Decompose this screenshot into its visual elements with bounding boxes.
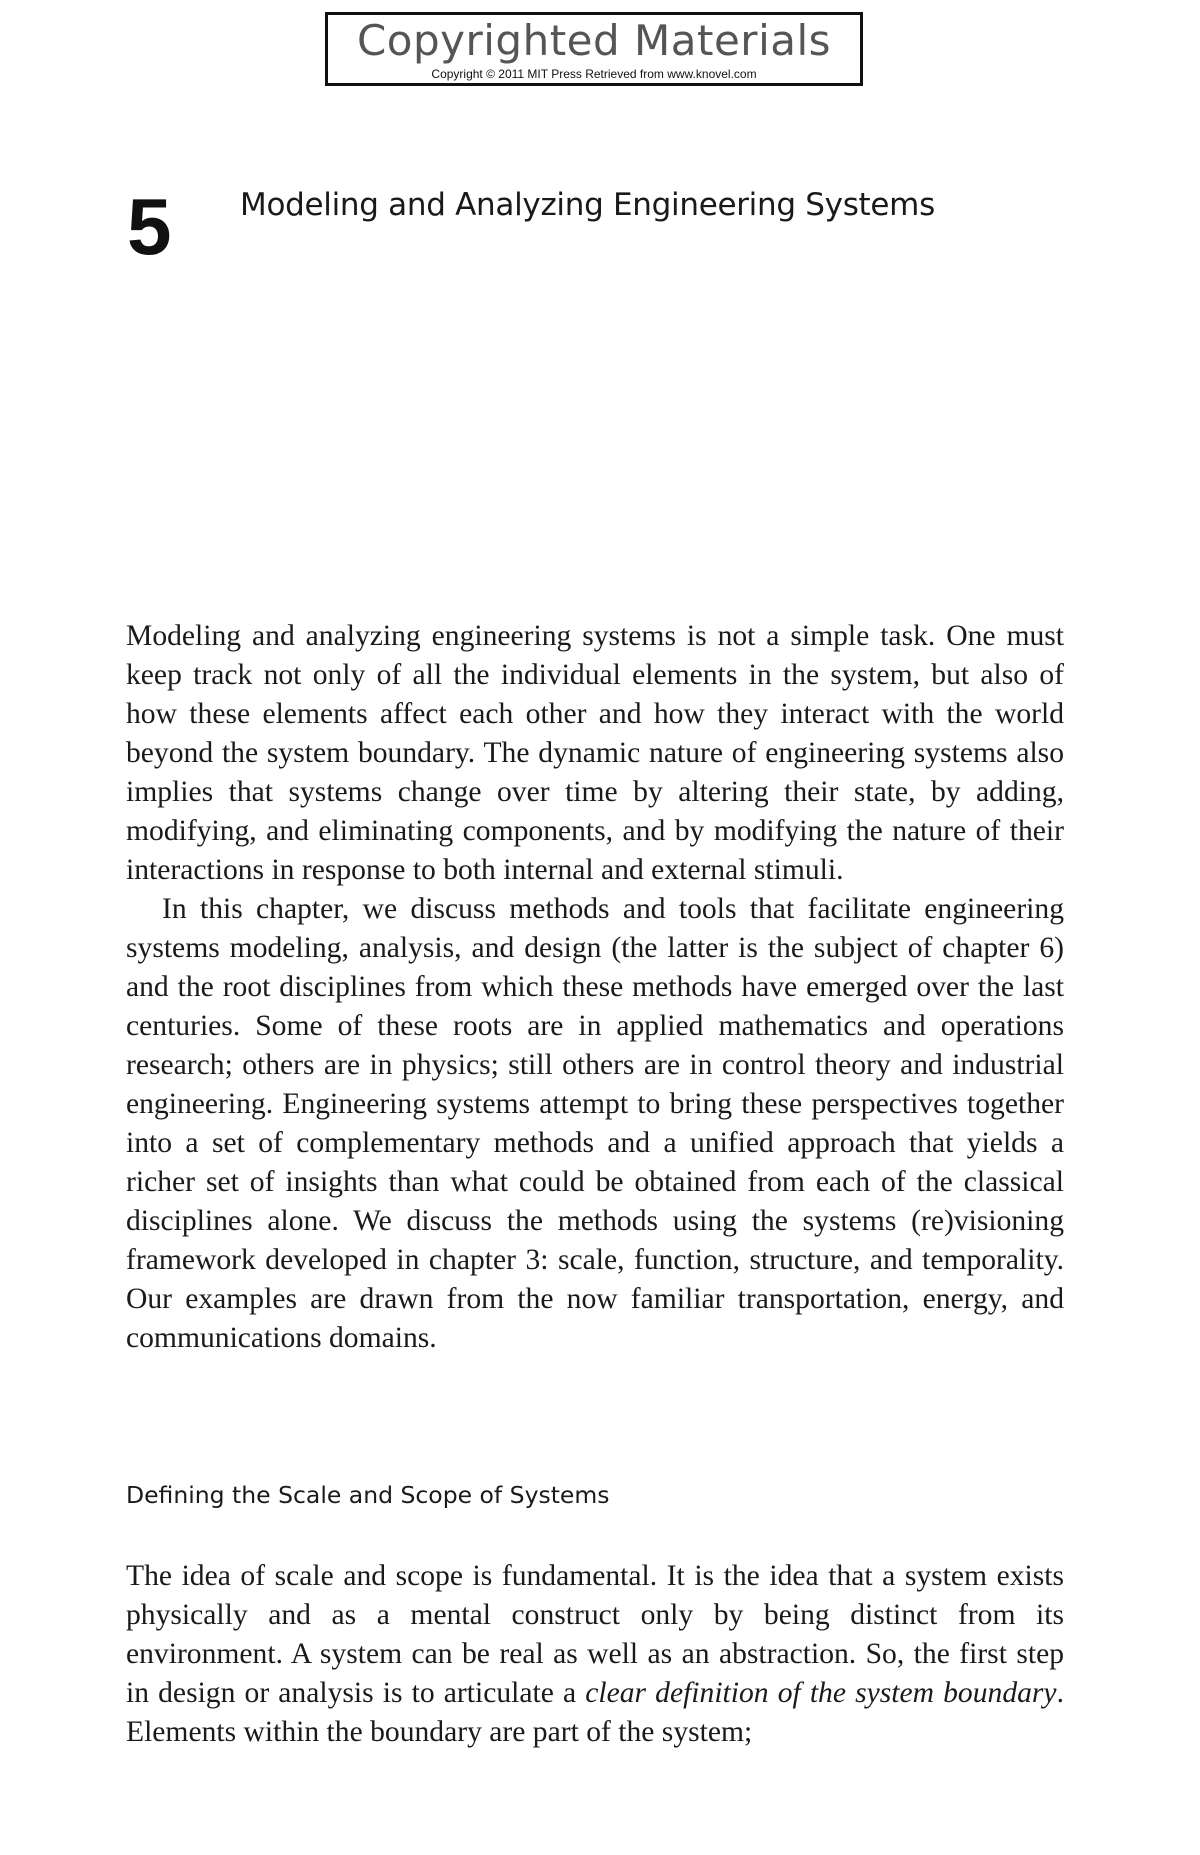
section-heading: Defining the Scale and Scope of Systems: [126, 1481, 610, 1509]
paragraph-3-start: The idea of scale and scope is fundamental. It is the idea that a system exists physically and as a mental construct only by being distinct from its environment. A system can be real as well as an abstraction. So, the first step in design or analysis is to articulate a: [126, 1560, 1064, 1709]
paragraph-3-end: . Elements within the boundary are part of the system;: [126, 1677, 1064, 1748]
chapter-number: 5: [127, 182, 172, 271]
stamp-subtitle: Copyright © 2011 MIT Press Retrieved from www.knovel.com: [431, 67, 757, 81]
stamp-title: Copyrighted Materials: [356, 16, 832, 65]
paragraph-3: [126, 1557, 1064, 1752]
section-text: [126, 1557, 1064, 1752]
intro-text: [126, 617, 1064, 1358]
paragraph-1: Modeling and analyzing engineering systems is not a simple task. One must keep track not only of all the individual elements in the system, but also of how these elements affect each other and how they interact with the world beyond the system boundary. The dynamic nature of engineering systems also implies that systems change over time by altering their state, by adding, modifying, and eliminating components, and by modifying the nature of their interactions in response to both internal and external stimuli.: [126, 620, 1064, 886]
paragraph-2: In this chapter, we discuss methods and tools that facilitate engineering systems modeling, analysis, and design (the latter is the subject of chapter 6) and the root disciplines from which these methods have emerged over the last centuries. Some of these roots are in applied mathematics and operations research; others are in physics; still others are in control theory and industrial engineering. Engineering systems attempt to bring these perspectives together into a set of complementary methods and a unified approach that yields a richer set of insights than what could be obtained from each of the classical disciplines alone. We discuss the methods using the systems (re)visioning framework developed in chapter 3: scale, function, structure, and temporality. Our examples are drawn from the now familiar transportation, energy, and communications domains.: [126, 893, 1064, 1354]
paragraph-3-emphasis: clear definition of the system boundary: [585, 1677, 1057, 1709]
copyright-stamp: [325, 12, 863, 86]
chapter-title: Modeling and Analyzing Engineering Systems: [240, 187, 935, 223]
